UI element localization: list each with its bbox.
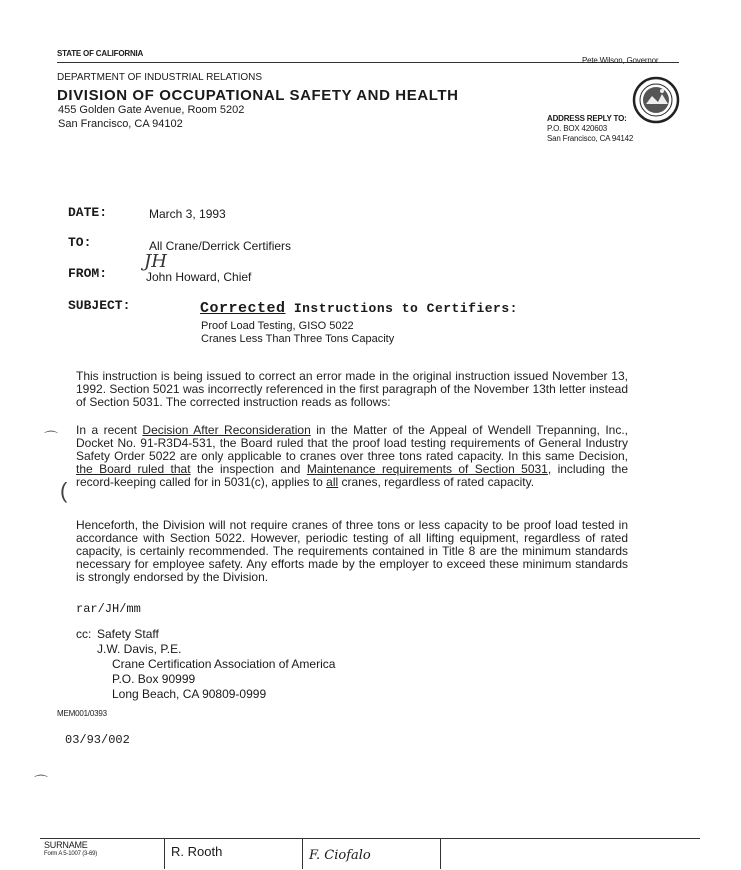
to-label: TO: — [68, 235, 92, 250]
form-label: Form A 5-1007 (3-69) — [44, 851, 98, 857]
governor-label: Pete Wilson, Governor — [582, 56, 659, 65]
address-line-1: 455 Golden Gate Avenue, Room 5202 — [58, 104, 245, 116]
subject-corrected: Corrected — [200, 300, 286, 317]
margin-bracket: ( — [60, 478, 68, 503]
surname-divider-1 — [164, 838, 165, 869]
subject-line-3: Cranes Less Than Three Tons Capacity — [201, 333, 395, 345]
body-paragraph-3: Henceforth, the Division will not require cranes of three tons or less capacity to be proof load tested in accordance with Section 5022. However, periodic testing of all lifting equipment, regardless of rated capacity, is certainly recommended. The requirements contained in Title 8 are the minimum standards necessary for employee safety. Any efforts made by the employer to exceed these minimum standards is strongly endorsed by the Division. — [76, 518, 628, 584]
margin-mark-2: ⌒ — [34, 774, 48, 790]
from-initials-signature: JH — [144, 251, 167, 272]
from-label: FROM: — [68, 266, 108, 281]
body-paragraph-2: In a recent Decision After Reconsideration in the Matter of the Appeal of Wendell Trepanning, Inc., Docket No. 91-R3D4-531, the Board ruled that the proof load testing requirements of General Industry Safety Order 5022 are only applicable to cranes over three tons rated capacity. In this same Decision, the Board ruled that the inspection and Maintenance requirements of Section 5031, including the record-keeping called for in 5031(c), applies to all cranes, regardless of rated capacity. — [76, 423, 629, 489]
decision-link: Decision After Reconsideration — [142, 423, 311, 437]
reply-line-1: P.O. BOX 420603 — [547, 124, 608, 133]
document-number: 03/93/002 — [65, 733, 130, 747]
reply-label: ADDRESS REPLY TO: — [547, 114, 627, 123]
address-line-2: San Francisco, CA 94102 — [58, 118, 183, 130]
cc-line-5: Long Beach, CA 90809-0999 — [112, 687, 267, 701]
surname-2: F. Ciofalo — [309, 848, 371, 863]
cc-line-1: Safety Staff — [97, 627, 159, 641]
surname-1: R. Rooth — [171, 844, 223, 859]
subject-label: SUBJECT: — [68, 298, 131, 313]
from-value: John Howard, Chief — [146, 270, 252, 284]
cc-line-4: P.O. Box 90999 — [112, 672, 196, 686]
state-seal-icon — [632, 76, 680, 124]
date-label: DATE: — [68, 205, 108, 220]
date-value: March 3, 1993 — [149, 207, 226, 221]
cc-label: cc: — [76, 627, 92, 641]
typist-initials: rar/JH/mm — [76, 602, 141, 616]
subject-instructions: Instructions to Certifiers: — [293, 301, 518, 316]
cc-line-3: Crane Certification Association of America — [112, 657, 336, 671]
margin-mark-1: ⌒ — [44, 430, 58, 446]
surname-divider-3 — [440, 838, 441, 869]
to-value: All Crane/Derrick Certifiers — [149, 239, 292, 253]
surname-label: SURNAME — [44, 840, 88, 850]
reply-line-2: San Francisco, CA 94142 — [547, 134, 634, 143]
cc-line-2: J.W. Davis, P.E. — [97, 642, 182, 656]
subject-line-2: Proof Load Testing, GISO 5022 — [201, 320, 354, 332]
subject-title — [200, 300, 518, 317]
memo-code: MEM001/0393 — [57, 709, 107, 718]
state-label: STATE OF CALIFORNIA — [57, 49, 144, 58]
division-title: DIVISION OF OCCUPATIONAL SAFETY AND HEALTH — [57, 87, 459, 104]
body-paragraph-1: This instruction is being issued to correct an error made in the original instruction issued November 13, 1992. Section 5021 was incorrectly referenced in the first paragraph of the November 13th letter instead of Section 5031. The corrected instruction reads as follows: — [76, 369, 628, 409]
department-label: DEPARTMENT OF INDUSTRIAL RELATIONS — [57, 72, 263, 83]
surname-divider-2 — [302, 838, 303, 869]
